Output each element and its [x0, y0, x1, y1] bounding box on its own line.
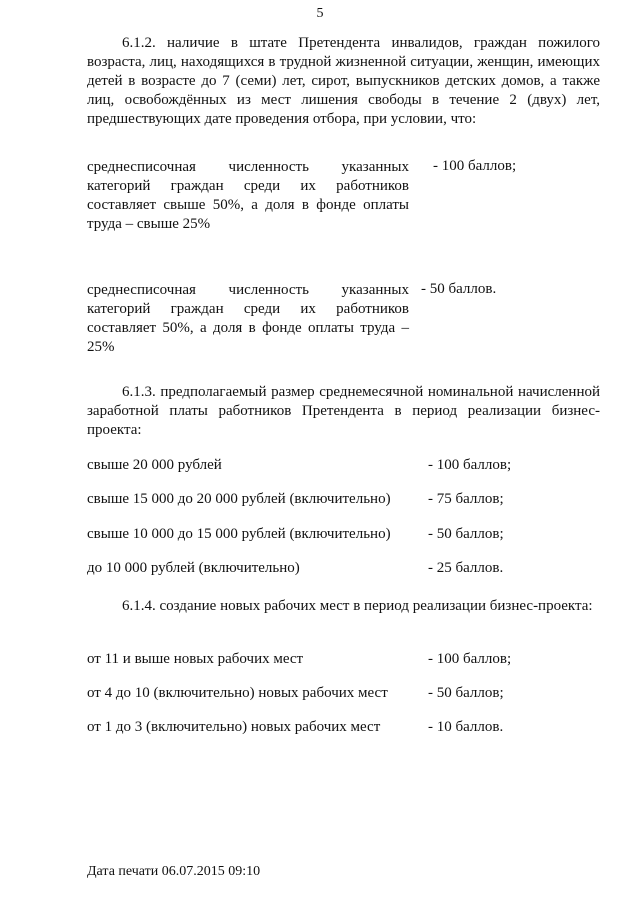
jobs-row-label: от 1 до 3 (включительно) новых рабочих мест	[87, 719, 381, 735]
section-6-1-2-text: 6.1.2. наличие в штате Претендента инвалидов, граждан пожилого возраста, лиц, находящихся в трудной жизненной ситуации, женщин, имеющих детей в возрасте до 7 (семи) лет, сирот, выпускников детских домов, а также лиц, освобождённых из мест лишения свободы в течение 2 (двух) лет, предшествующих дате проведения отбора, при условии, что:	[87, 35, 600, 127]
section-6-1-3-text: 6.1.3. предполагаемый размер среднемесячной номинальной начисленной заработной платы работников Претендента в период реализации бизнес-проекта:	[87, 384, 600, 438]
salary-row-score: - 75 баллов;	[428, 491, 504, 507]
jobs-row-score: - 100 баллов;	[428, 651, 512, 667]
criterion-text: среднесписочная численность указанных категорий граждан среди их работников составляет свыше 50%, а доля в фонде оплаты труда – свыше 25%	[87, 159, 409, 232]
salary-row-score: - 25 баллов.	[428, 560, 504, 576]
jobs-row-label: от 4 до 10 (включительно) новых рабочих мест	[87, 685, 388, 701]
salary-row-score: - 50 баллов;	[428, 526, 504, 542]
criterion-score: - 100 баллов;	[433, 158, 517, 174]
page-number: 5	[316, 6, 324, 21]
section-6-1-4-text: 6.1.4. создание новых рабочих мест в период реализации бизнес-проекта:	[122, 598, 593, 614]
salary-row-label: свыше 20 000 рублей	[87, 457, 222, 473]
jobs-row-score: - 10 баллов.	[428, 719, 504, 735]
salary-row-label: свыше 15 000 до 20 000 рублей (включительно)	[87, 491, 391, 507]
criterion-text: среднесписочная численность указанных категорий граждан среди их работников составляет 50%, а доля в фонде оплаты труда – 25%	[87, 282, 409, 355]
criterion-score: - 50 баллов.	[421, 281, 497, 297]
jobs-row-score: - 50 баллов;	[428, 685, 504, 701]
salary-row-score: - 100 баллов;	[428, 457, 512, 473]
salary-row-label: до 10 000 рублей (включительно)	[87, 560, 300, 576]
jobs-row-label: от 11 и выше новых рабочих мест	[87, 651, 304, 667]
salary-row-label: свыше 10 000 до 15 000 рублей (включительно)	[87, 526, 391, 542]
print-date-footer: Дата печати 06.07.2015 09:10	[87, 864, 261, 879]
